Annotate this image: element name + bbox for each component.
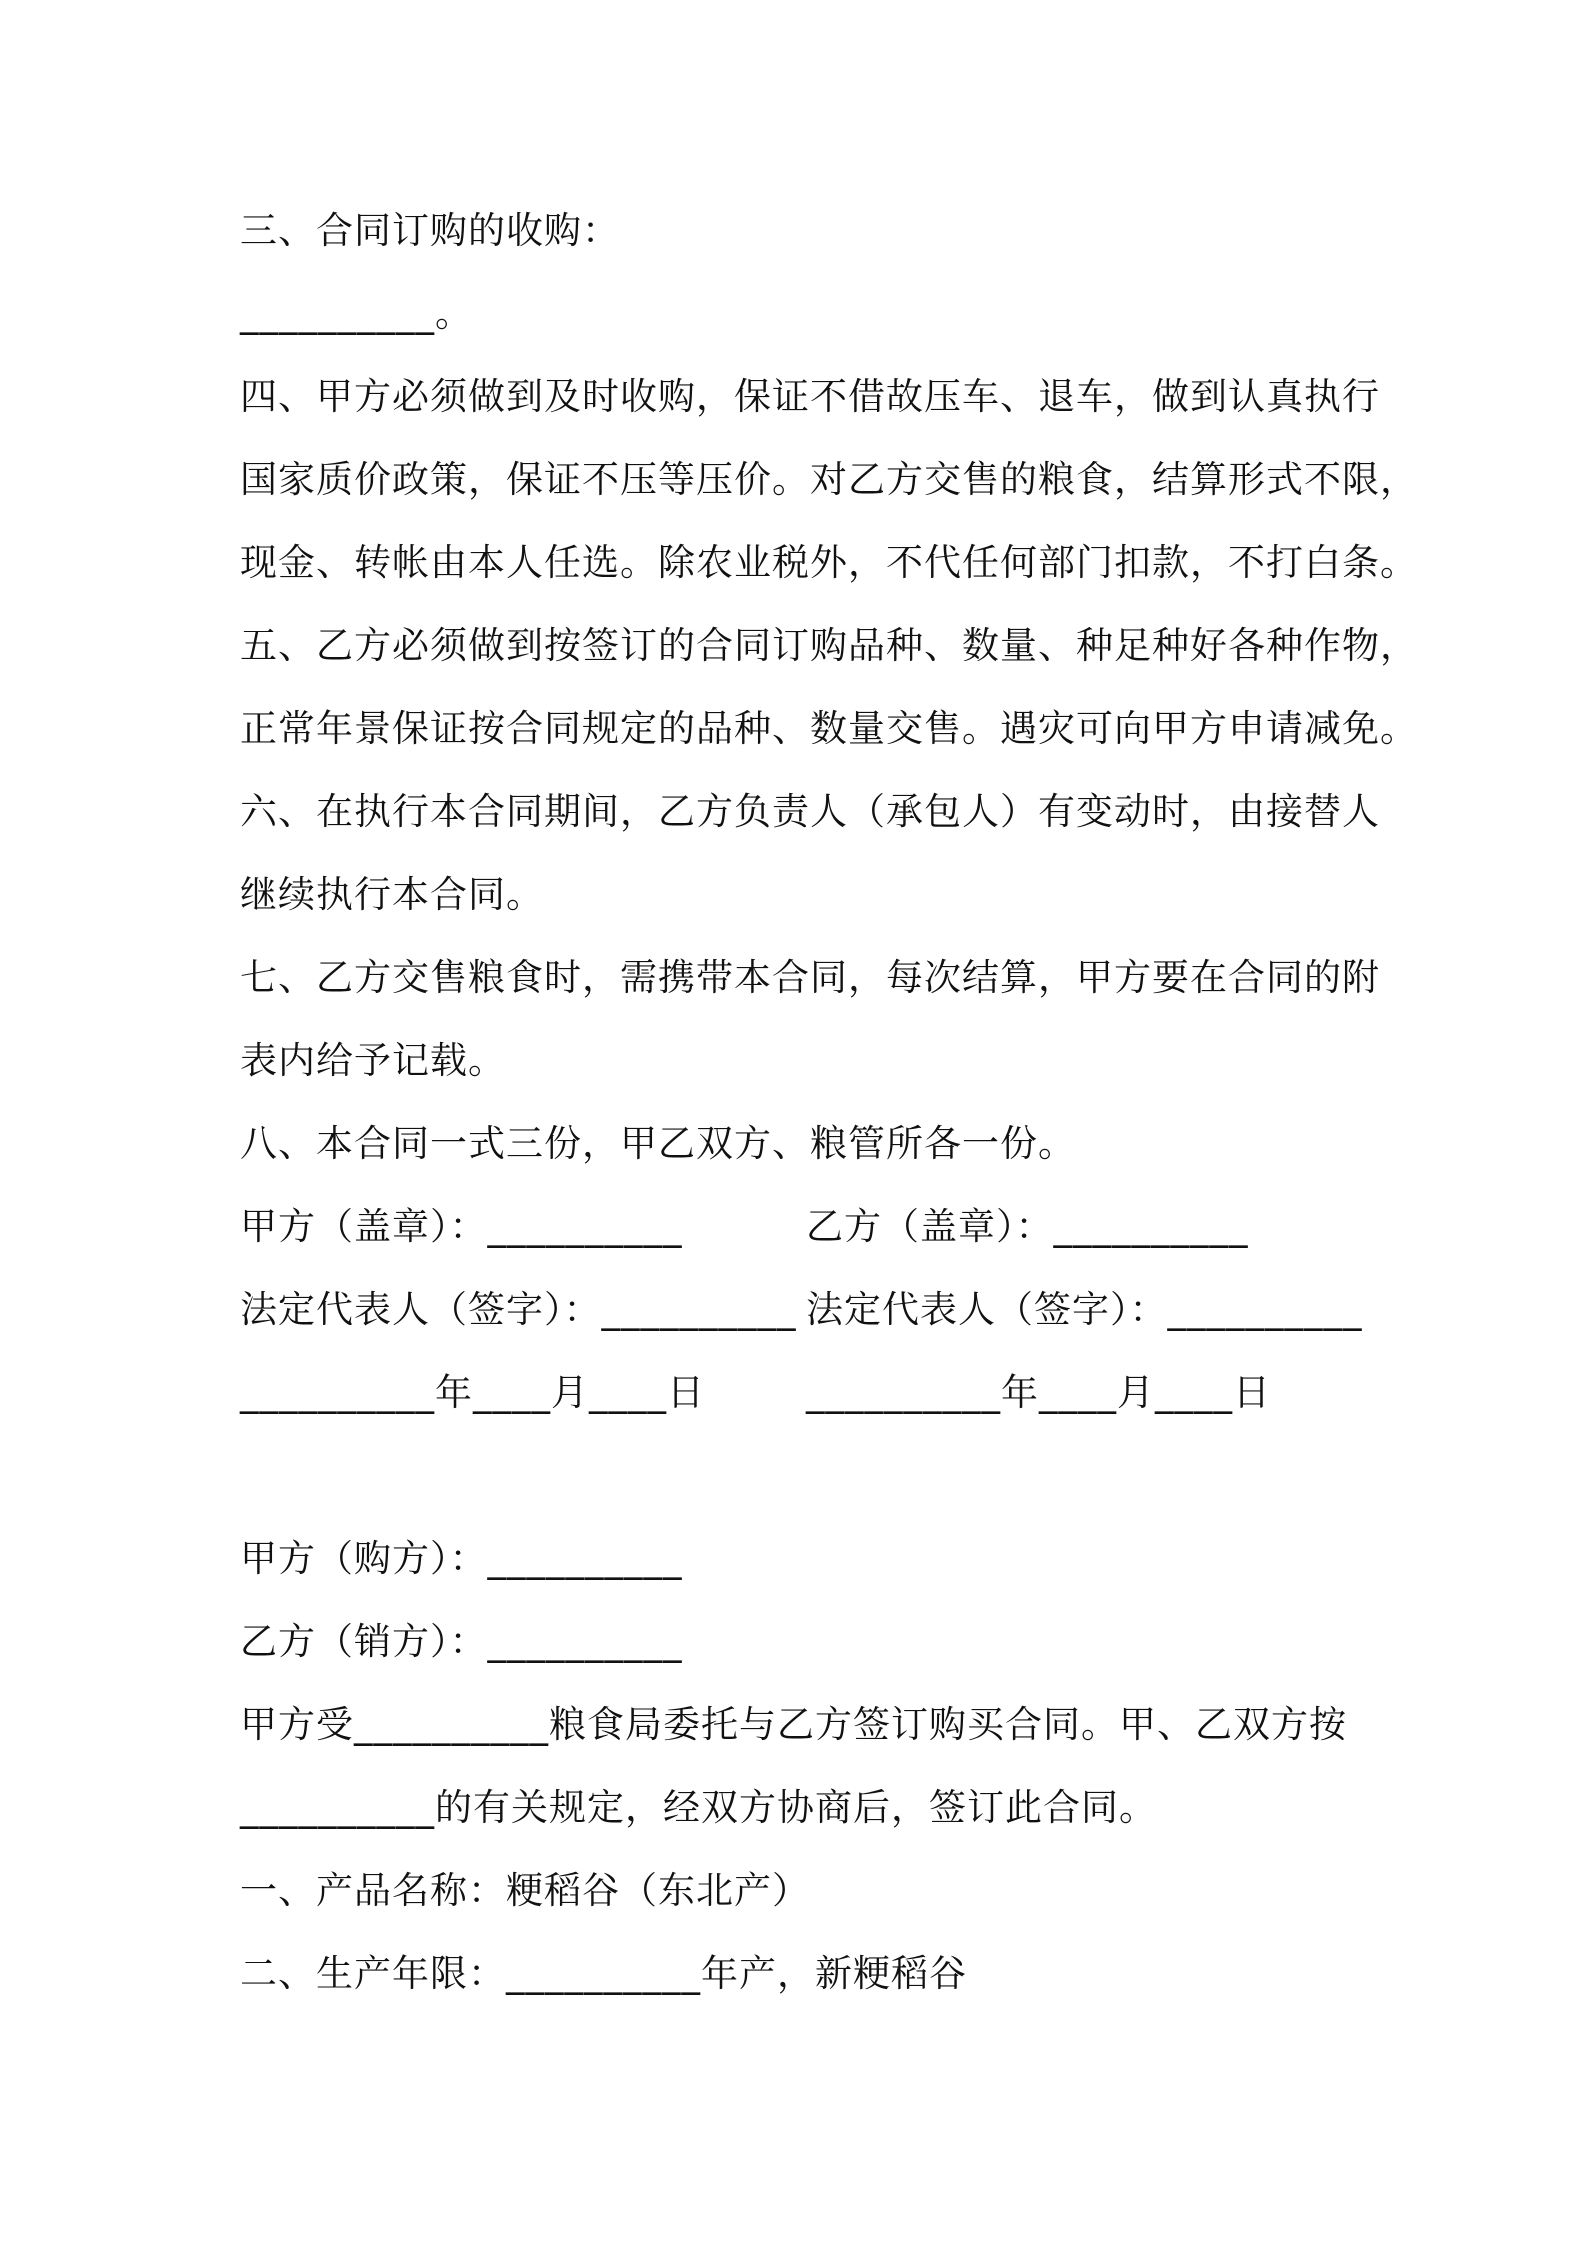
party-b-seal: 乙方（盖章）：__________ <box>806 1205 1249 1248</box>
party-a-date: __________年____月____日 <box>240 1371 705 1414</box>
clause-7-line-1: 七、乙方交售粮食时，需携带本合同，每次结算，甲方要在合同的附 <box>240 956 1380 999</box>
clause-4-line-2: 国家质价政策，保证不压等压价。对乙方交售的粮食，结算形式不限， <box>240 458 1418 501</box>
clause-5-line-2: 正常年景保证按合同规定的品种、数量交售。遇灾可向甲方申请减免。 <box>240 707 1418 750</box>
buyer-party-line: 甲方（购方）：__________ <box>240 1537 683 1580</box>
clause-4-line-3: 现金、转帐由本人任选。除农业税外，不代任何部门扣款，不打白条。 <box>240 541 1418 584</box>
clause-7-line-2: 表内给予记载。 <box>240 1039 506 1082</box>
seller-party-line: 乙方（销方）：__________ <box>240 1620 683 1663</box>
clause-3-blank: __________。 <box>240 292 473 335</box>
clause-6-line-2: 继续执行本合同。 <box>240 873 544 916</box>
party-a-seal: 甲方（盖章）：__________ <box>240 1205 683 1248</box>
party-a-representative: 法定代表人（签字）：__________ <box>240 1288 797 1331</box>
preamble-line-1: 甲方受__________粮食局委托与乙方签订购买合同。甲、乙双方按 <box>240 1703 1347 1746</box>
party-b-representative: 法定代表人（签字）：__________ <box>806 1288 1363 1331</box>
clause-4-line-1: 四、甲方必须做到及时收购，保证不借故压车、退车，做到认真执行 <box>240 375 1380 418</box>
clause-5-line-1: 五、乙方必须做到按签订的合同订购品种、数量、种足种好各种作物， <box>240 624 1418 667</box>
production-year-clause: 二、生产年限：__________年产，新粳稻谷 <box>240 1952 967 1995</box>
product-name-clause: 一、产品名称：粳稻谷（东北产） <box>240 1869 810 1912</box>
clause-6-line-1: 六、在执行本合同期间，乙方负责人（承包人）有变动时，由接替人 <box>240 790 1380 833</box>
preamble-line-2: __________的有关规定，经双方协商后，签订此合同。 <box>240 1786 1157 1829</box>
clause-8: 八、本合同一式三份，甲乙双方、粮管所各一份。 <box>240 1122 1076 1165</box>
party-b-date: __________年____月____日 <box>806 1371 1271 1414</box>
clause-3-heading: 三、合同订购的收购： <box>240 209 620 252</box>
